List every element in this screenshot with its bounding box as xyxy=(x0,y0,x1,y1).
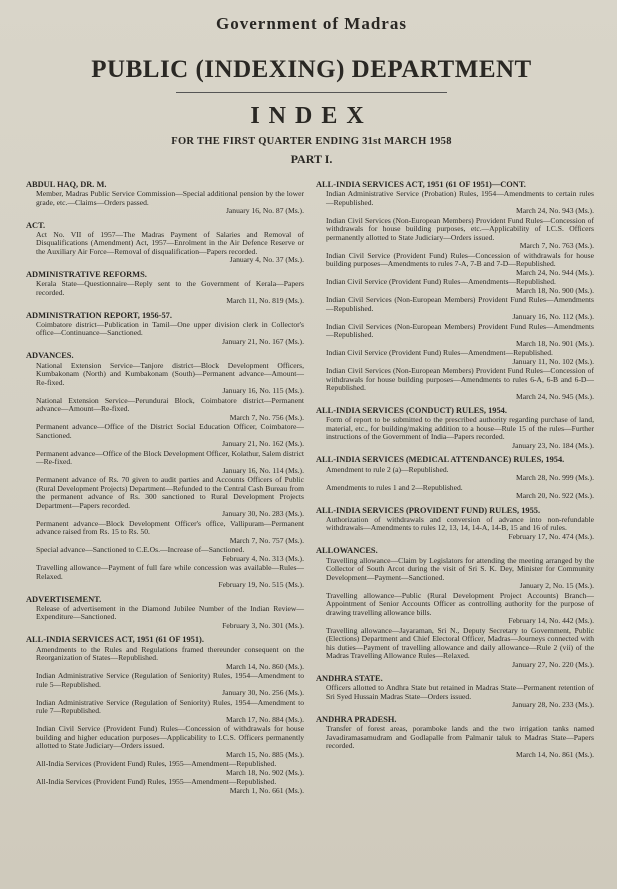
index-entry: Permanent advance—Block Development Officer's office, Vallipuram—Permanent advance raised from Rs. 15 to Rs. 50. xyxy=(36,518,304,537)
index-entry: Act No. VII of 1957—The Madras Payment of Salaries and Removal of Disqualifications (Amendment) Act, 1957—Enrolment in the Air Defence Reserve or the Auxiliary Air Force—Removal of disqualification—Papers recorded. xyxy=(36,229,304,256)
index-entry: Travelling allowance—Payment of full fare while concession was available—Rules—Relaxed. xyxy=(36,563,304,581)
subject-heading: ADMINISTRATION REPORT, 1956-57. xyxy=(26,310,172,320)
subject-heading: ALL-INDIA SERVICES ACT, 1951 (61 OF 1951). xyxy=(26,635,204,645)
subject-heading: ACT. xyxy=(26,220,46,230)
entry-reference: March 15, No. 885 (Ms.). xyxy=(225,749,304,759)
entry-reference: January 27, No. 220 (Ms.). xyxy=(512,659,594,669)
government-heading: Government of Madras xyxy=(216,14,407,33)
entry-reference: March 7, No. 757 (Ms.). xyxy=(229,535,304,545)
entry-reference: January 28, No. 233 (Ms.). xyxy=(512,700,594,710)
index-entry: Amendments to the Rules and Regulations framed thereunder consequent on the Reorganization of States—Republished. xyxy=(36,644,304,663)
subject-heading: ALL-INDIA SERVICES (MEDICAL ATTENDANCE) RULES, 1954. xyxy=(316,455,565,465)
entry-reference: January 11, No. 102 (Ms.). xyxy=(512,356,594,366)
index-entry: Officers allotted to Andhra State but retained in Madras State—Permanent retention of Sri Syed Hussain Madras State—Orders issued. xyxy=(326,683,594,701)
subject-heading: ANDHRA STATE. xyxy=(316,674,383,684)
index-entry: Indian Civil Services (Non-European Members) Provident Fund Rules—Concession of withdrawals for house building purposes, etc.—Applicability of I.C.S. Officers permanently allotted to State Judiciary—Orders issued. xyxy=(326,215,594,242)
index-entry: Indian Civil Service (Provident Fund) Rules—Amendment—Republished. xyxy=(326,348,553,358)
quarter-subtitle: FOR THE FIRST QUARTER ENDING 31st MARCH 1958 xyxy=(171,136,452,147)
index-entry: Member, Madras Public Service Commission—Special additional pension by the lower grade, etc.—Claims—Orders passed. xyxy=(36,189,304,207)
entry-reference: March 20, No. 922 (Ms.). xyxy=(515,491,594,501)
entry-reference: January 2, No. 15 (Ms.). xyxy=(519,581,594,591)
index-entry: Travelling allowance—Public (Rural Development Project Accounts) Branch—Appointment of Senior Accounts Officer as controlling authority for the purpose of drawing travelling allowance bills. xyxy=(326,590,594,617)
entry-reference: January 16, No. 115 (Ms.). xyxy=(222,386,304,396)
index-entry: Transfer of forest areas, poramboke lands and the two irrigation tanks named Javadiramasamudram and Godlapalle from Palmanir taluk to Madras State—Papers recorded. xyxy=(326,724,594,751)
left-column xyxy=(26,175,304,795)
index-entry: Kerala State—Questionnaire—Reply sent to the Government of Kerala—Papers recorded. xyxy=(36,279,304,297)
entry-reference: February 19, No. 515 (Ms.). xyxy=(218,580,304,590)
entry-reference: January 4, No. 37 (Ms.). xyxy=(229,255,304,265)
part-heading: PART I. xyxy=(290,152,333,166)
index-entry: All-India Services (Provident Fund) Rules, 1955—Amendment—Republished. xyxy=(36,759,277,769)
entry-reference: January 21, No. 162 (Ms.). xyxy=(222,439,304,449)
index-entry: Indian Civil Service (Provident Fund) Rules—Concession of withdrawals for house building and higher education purposes—Applicability to I.C.S. Officers permanently allotted to State Judiciary—Orders issued. xyxy=(36,724,304,751)
entry-reference: March 18, No. 901 (Ms.). xyxy=(515,338,594,348)
entry-reference: January 16, No. 114 (Ms.). xyxy=(222,465,304,475)
index-entry: Indian Civil Service (Provident Fund) Rules—Concession of withdrawals for house building purposes—Amendments to rules 7-A, 7-B and 7-D—Republished. xyxy=(326,250,594,269)
index-entry: Indian Civil Service (Provident Fund) Rules—Amendments—Republished. xyxy=(326,277,556,287)
entry-reference: March 17, No. 884 (Ms.). xyxy=(225,714,304,724)
subject-heading: ADMINISTRATIVE REFORMS. xyxy=(26,269,147,279)
entry-reference: January 16, No. 87 (Ms.). xyxy=(225,206,304,216)
entry-reference: January 16, No. 112 (Ms.). xyxy=(512,312,594,322)
index-entry: Coimbatore district—Publication in Tamil—One upper division clerk in Collector's office—Continuance—Sanctioned. xyxy=(36,319,304,338)
subject-heading: ALL-INDIA SERVICES (CONDUCT) RULES, 1954. xyxy=(316,406,507,416)
entry-reference: February 3, No. 301 (Ms.). xyxy=(222,620,304,630)
subject-heading: ANDHRA PRADESH. xyxy=(316,714,397,724)
entry-reference: March 11, No. 819 (Ms.). xyxy=(226,296,304,306)
index-entry: National Extension Service—Perundurai Block, Coimbatore district—Permanent advance—Amount—Re-fixed. xyxy=(36,395,304,414)
index-entry: National Extension Service—Tanjore district—Block Development Officers, Kumbakonam (North) and Kumbakonam (South)—Permanent advance—Amount—Re-fixed. xyxy=(36,360,304,387)
right-column xyxy=(316,175,594,795)
index-entry: Indian Administrative Service (Probation) Rules, 1954—Amendments to certain rules—Republished. xyxy=(326,189,594,207)
entry-reference: March 24, No. 943 (Ms.). xyxy=(515,206,594,216)
index-title: INDEX xyxy=(250,103,373,129)
index-entry: Indian Administrative Service (Regulation of Seniority) Rules, 1954—Amendment to rule 5—Republished. xyxy=(36,671,304,689)
department-title: PUBLIC (INDEXING) DEPARTMENT xyxy=(91,56,532,83)
entry-reference: March 24, No. 944 (Ms.). xyxy=(515,267,594,277)
index-columns xyxy=(26,175,597,795)
index-entry: Amendment to rule 2 (a)—Republished. xyxy=(326,464,449,474)
subject-heading: ADVANCES. xyxy=(26,351,74,361)
entry-reference: March 18, No. 902 (Ms.). xyxy=(225,767,304,777)
index-entry: Indian Civil Services (Non-European Members) Provident Fund Rules—Concession of withdrawals for house building purposes—Amendments to rules 6-A, 6-B and 6-D—Republished. xyxy=(326,366,594,393)
index-entry: Indian Administrative Service (Regulation of Seniority) Rules, 1954—Amendment to rule 7—Republished. xyxy=(36,697,304,716)
entry-reference: March 7, No. 756 (Ms.). xyxy=(229,412,304,422)
subject-heading: ALLOWANCES. xyxy=(316,546,378,556)
entry-reference: January 30, No. 256 (Ms.). xyxy=(222,688,304,698)
index-entry: Authorization of withdrawals and conversion of advance into non-refundable withdrawals—Amendments to rules 12, 13, 14, 14-A, 14-B, 15 and 16 of rules. xyxy=(326,514,594,533)
index-entry: Amendments to rules 1 and 2—Republished. xyxy=(326,482,463,492)
index-entry: Indian Civil Services (Non-European Members) Provident Fund Rules—Amendments—Republished. xyxy=(326,295,594,313)
entry-reference: March 7, No. 763 (Ms.). xyxy=(519,241,594,251)
index-entry: Permanent advance—Office of the Block Development Officer, Kolathur, Salem district—Re-fixed. xyxy=(36,448,304,467)
subject-heading: ALL-INDIA SERVICES (PROVIDENT FUND) RULES, 1955. xyxy=(316,505,541,515)
subject-heading: ADVERTISEMENT. xyxy=(26,594,102,604)
index-entry: Permanent advance—Office of the District Social Education Officer, Coimbatore—Sanctioned. xyxy=(36,422,304,440)
title-divider xyxy=(176,92,447,93)
index-entry: Travelling allowance—Jayaraman, Sri N., Deputy Secretary to Government, Public (Elections) Department and Chief Electoral Officer, Madras—Journeys connected with his duties—Payment of travelling allowance and daily allowance—Rule 2 (vii) of the Madras Travelling Allowance Rules—Relaxed. xyxy=(326,625,594,661)
index-entry: Travelling allowance—Claim by Legislators for attending the meeting arranged by the Collector of South Arcot during the visit of Sri S. K. Dey, Minister for Community Development—Payment—Sanctioned. xyxy=(326,555,594,582)
entry-reference: January 30, No. 283 (Ms.). xyxy=(222,509,304,519)
index-entry: Release of advertisement in the Diamond Jubilee Number of the Indian Review—Expenditure—Sanctioned. xyxy=(36,603,304,622)
subject-heading: ABDUL HAQ, DR. M. xyxy=(26,180,107,189)
entry-reference: March 14, No. 860 (Ms.). xyxy=(225,661,304,671)
subject-heading: ALL-INDIA SERVICES ACT, 1951 (61 OF 1951)—CONT. xyxy=(316,180,526,189)
entry-reference: March 18, No. 900 (Ms.). xyxy=(515,285,594,295)
index-entry: Form of report to be submitted to the prescribed authority regarding purchase of land, material, etc., for building/making addition to a house—Rule 15 of the rules—Further instructions of the Government of India—Papers recorded. xyxy=(326,415,594,442)
entry-reference: February 14, No. 442 (Ms.). xyxy=(508,616,594,626)
entry-reference: March 24, No. 945 (Ms.). xyxy=(515,391,594,401)
index-entry: All-India Services (Provident Fund) Rules, 1955—Amendment—Republished. xyxy=(36,777,277,787)
entry-reference: March 28, No. 999 (Ms.). xyxy=(515,473,594,483)
entry-reference: January 21, No. 167 (Ms.). xyxy=(222,336,304,346)
entry-reference: March 14, No. 861 (Ms.). xyxy=(515,749,594,759)
entry-reference: February 4, No. 313 (Ms.). xyxy=(222,553,304,563)
index-entry: Special advance—Sanctioned to C.E.Os.—Increase of—Sanctioned. xyxy=(36,545,245,555)
index-entry: Permanent advance of Rs. 70 given to audit parties and Accounts Officers of Public (Rural Development Projects) Department—Refunded to the Central Cash Bureau from the permanent advance of Rs. 300 sanctioned to Rural Development Projects Department—Papers recorded. xyxy=(36,475,304,510)
index-entry: Indian Civil Services (Non-European Members) Provident Fund Rules—Amendments—Republished. xyxy=(326,321,594,340)
entry-reference: January 23, No. 184 (Ms.). xyxy=(512,440,594,450)
entry-reference: March 1, No. 661 (Ms.). xyxy=(229,785,304,795)
entry-reference: February 17, No. 474 (Ms.). xyxy=(508,531,594,541)
